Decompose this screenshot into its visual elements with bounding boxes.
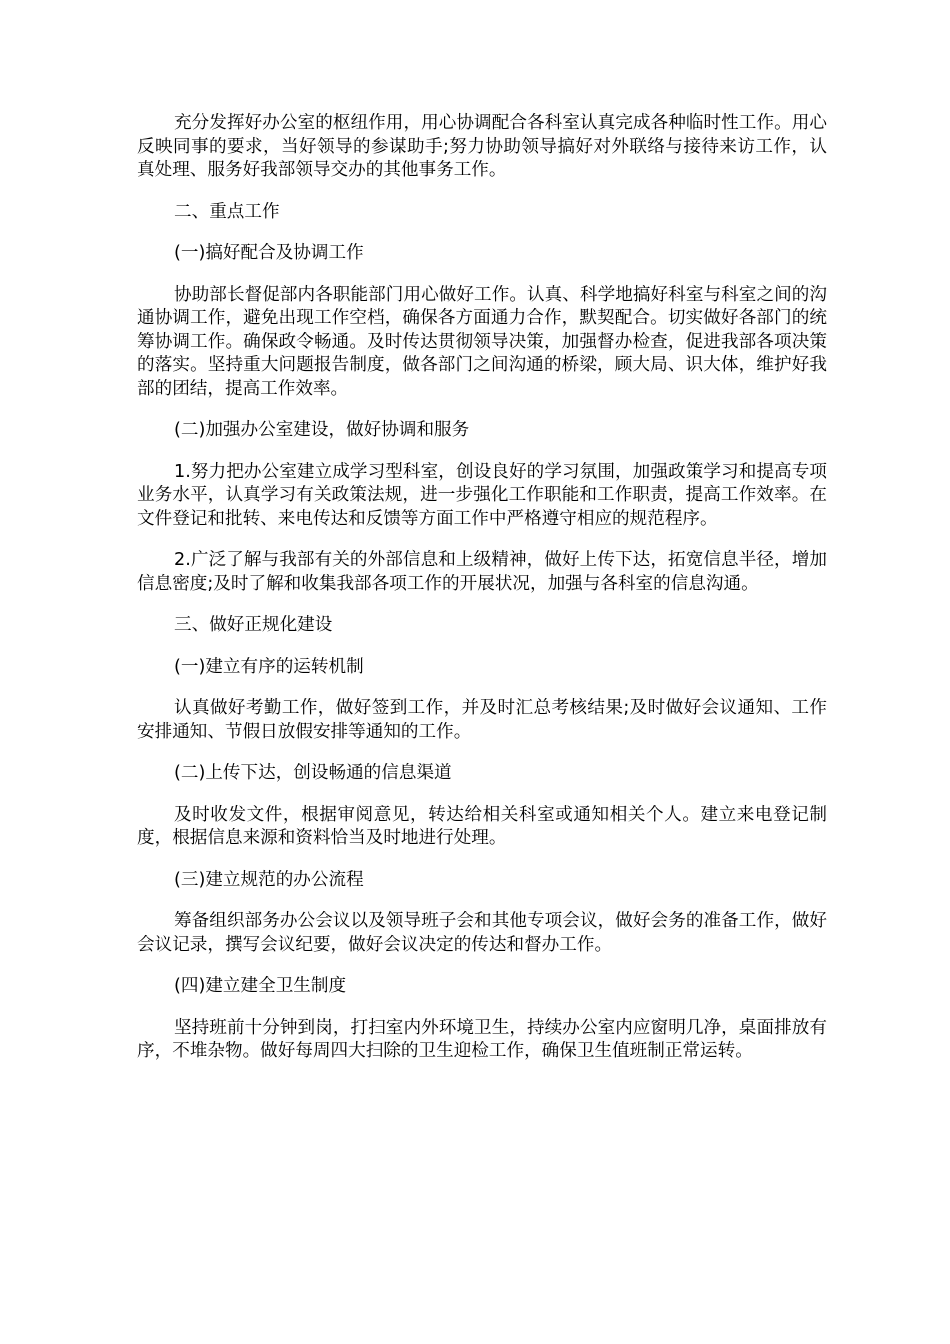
heading-standardization: 三、做好正规化建设 — [174, 615, 333, 635]
paragraph-meetings: 筹备组织部务办公会议以及领导班子会和其他专项会议，做好会务的准备工作，做好会议记录，撰写会议纪要，做好会议决定的传达和督办工作。 — [137, 911, 827, 955]
subheading-hygiene-system: (四)建立建全卫生制度 — [174, 976, 347, 996]
paragraph-documents: 及时收发文件，根据审阅意见，转达给相关科室或通知相关个人。建立来电登记制度，根据信息来源和资料恰当及时地进行处理。 — [137, 804, 827, 848]
subheading-office-process: (三)建立规范的办公流程 — [174, 869, 364, 890]
paragraph-coordination: 协助部长督促部内各职能部门用心做好工作。认真、科学地搞好科室与科室之间的沟通协调工作，避免出现工作空档，确保各方面通力合作，默契配合。切实做好各部门的统筹协调工作。确保政令畅通。及时传达贯彻领导决策，加强督办检查，促进我部各项决策的落实。坚持重大问题报告制度，做各部门之间沟通的桥梁，顾大局、识大体，维护好我部的团结，提高工作效率。 — [137, 284, 827, 399]
subheading-information-channel: (二)上传下达，创设畅通的信息渠道 — [174, 763, 452, 783]
paragraph-item-1: 1.努力把办公室建立成学习型科室，创设良好的学习氛围，加强政策学习和提高专项业务水平，认真学习有关政策法规，进一步强化工作职能和工作职责，提高工作效率。在文件登记和批转、来电传达和反馈等方面工作中严格遵守相应的规范程序。 — [137, 461, 827, 529]
paragraph-item-2: 2.广泛了解与我部有关的外部信息和上级精神，做好上传下达，拓宽信息半径，增加信息密度;及时了解和收集我部各项工作的开展状况，加强与各科室的信息沟通。 — [137, 550, 827, 594]
subheading-coordination: (一)搞好配合及协调工作 — [174, 243, 364, 263]
heading-key-work: 二、重点工作 — [174, 201, 280, 222]
subheading-office-building: (二)加强办公室建设，做好协调和服务 — [174, 420, 470, 440]
subheading-operation-mechanism: (一)建立有序的运转机制 — [174, 656, 364, 677]
paragraph-intro: 充分发挥好办公室的枢纽作用，用心协调配合各科室认真完成各种临时性工作。用心反映同事的要求，当好领导的参谋助手;努力协助领导搞好对外联络与接待来访工作，认真处理、服务好我部领导交办的其他事务工作。 — [137, 113, 827, 180]
paragraph-hygiene: 坚持班前十分钟到岗，打扫室内外环境卫生，持续办公室内应窗明几净，桌面排放有序，不堆杂物。做好每周四大扫除的卫生迎检工作，确保卫生值班制正常运转。 — [137, 1017, 827, 1061]
paragraph-attendance: 认真做好考勤工作，做好签到工作，并及时汇总考核结果;及时做好会议通知、工作安排通知、节假日放假安排等通知的工作。 — [137, 698, 827, 742]
document-body — [137, 112, 827, 1082]
